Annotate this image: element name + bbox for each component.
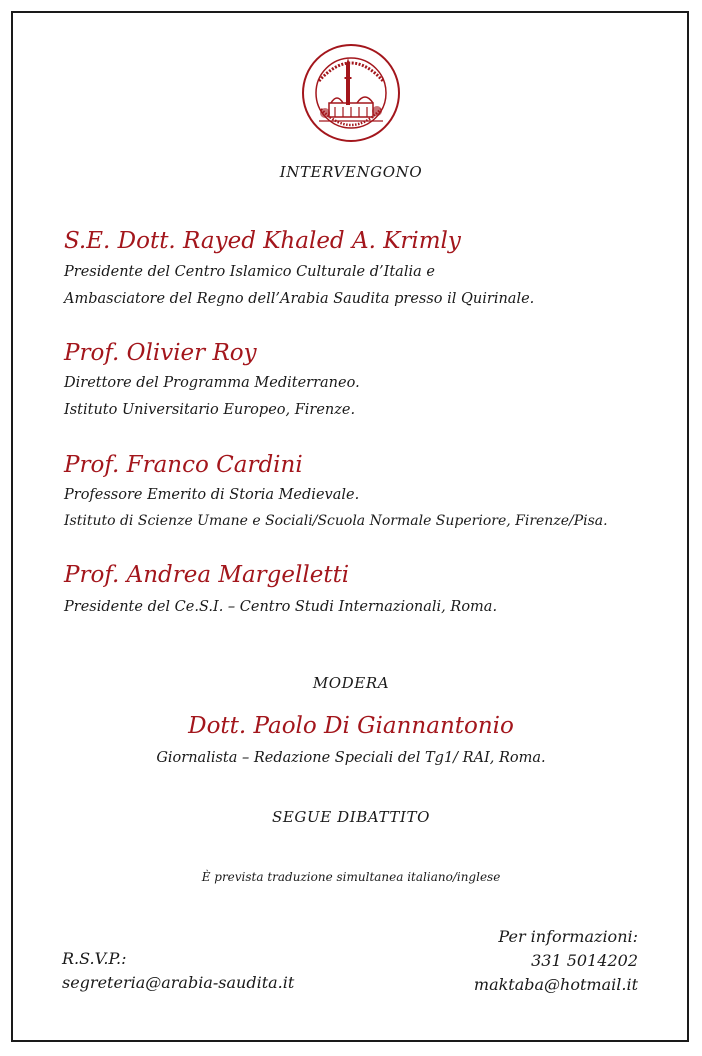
moderator-name: Dott. Paolo Di Giannantonio bbox=[188, 713, 514, 739]
speaker-role-line: Professore Emerito di Storia Medievale. bbox=[64, 487, 360, 503]
translation-note: È prevista traduzione simultanea italiano/inglese bbox=[201, 870, 501, 884]
speaker-name: Prof. Franco Cardini bbox=[64, 452, 303, 478]
segue-dibattito-heading: SEGUE DIBATTITO bbox=[271, 808, 431, 826]
mosque-seal-icon bbox=[301, 43, 401, 143]
info-phone: 331 5014202 bbox=[531, 951, 638, 970]
speaker-role-line: Direttore del Programma Mediterraneo. bbox=[64, 375, 360, 391]
info-label: Per informazioni: bbox=[498, 927, 638, 946]
speaker-name: S.E. Dott. Rayed Khaled A. Krimly bbox=[64, 228, 461, 254]
speaker-role-line: Istituto di Scienze Umane e Sociali/Scuola Normale Superiore, Firenze/Pisa. bbox=[64, 513, 608, 529]
speaker-role-line: Ambasciatore del Regno dell’Arabia Saudita presso il Quirinale. bbox=[64, 291, 535, 307]
info-email-link[interactable]: maktaba@hotmail.it bbox=[473, 975, 638, 994]
intervengono-heading: INTERVENGONO bbox=[279, 163, 423, 181]
speaker-role-line: Presidente del Centro Islamico Culturale d’Italia e bbox=[64, 264, 435, 280]
rsvp-label: R.S.V.P.: bbox=[62, 949, 127, 968]
modera-heading: MODERA bbox=[312, 674, 390, 692]
speaker-name: Prof. Olivier Roy bbox=[64, 340, 257, 366]
speaker-role-line: Presidente del Ce.S.I. – Centro Studi Internazionali, Roma. bbox=[64, 599, 498, 615]
rsvp-email-link[interactable]: segreteria@arabia-saudita.it bbox=[62, 973, 295, 992]
speaker-role-line: Istituto Universitario Europeo, Firenze. bbox=[64, 402, 356, 418]
speaker-name: Prof. Andrea Margelletti bbox=[64, 562, 350, 588]
moderator-role: Giornalista – Redazione Speciali del Tg1/ RAI, Roma. bbox=[156, 750, 546, 766]
